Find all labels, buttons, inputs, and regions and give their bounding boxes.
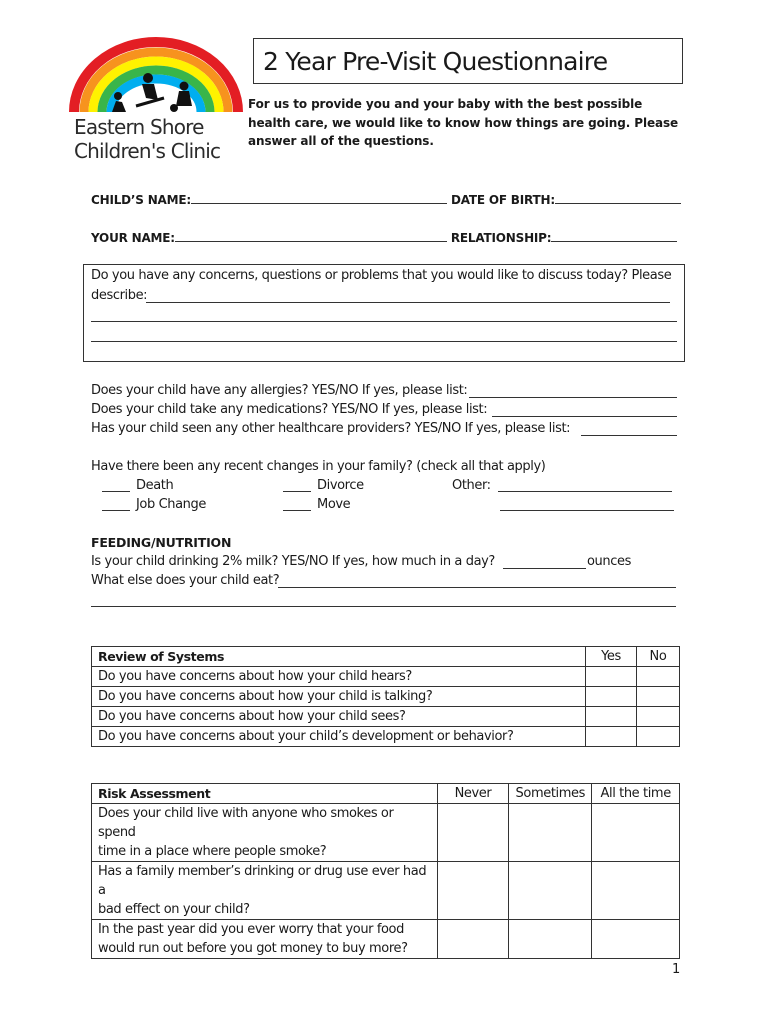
providers-label: Has your child seen any other healthcare providers? YES/NO If yes, please list: — [91, 421, 571, 436]
risk-heading: Risk Assessment — [92, 784, 438, 804]
review-question: Do you have concerns about how your child hears? — [92, 667, 586, 687]
review-yes-header: Yes — [586, 647, 637, 667]
page-number: 1 — [672, 962, 680, 977]
logo-line-2: Children's Clinic — [74, 139, 221, 163]
table-row — [92, 727, 680, 747]
eat-question: What else does your child eat? — [91, 573, 280, 588]
risk-never-cell[interactable] — [437, 920, 509, 959]
relationship-field[interactable] — [551, 229, 677, 242]
allergies-field[interactable] — [469, 397, 677, 398]
review-no-cell[interactable] — [637, 707, 680, 727]
risk-sometimes-cell[interactable] — [509, 804, 592, 862]
risk-all-time-cell[interactable] — [592, 804, 680, 862]
job-change-label: Job Change — [136, 497, 206, 512]
other-field-1[interactable] — [498, 491, 672, 492]
your-name-label: YOUR NAME: — [91, 231, 175, 245]
review-yes-cell[interactable] — [586, 667, 637, 687]
table-row — [92, 784, 680, 804]
clinic-logo — [66, 34, 246, 164]
other-label: Other: — [452, 478, 491, 493]
risk-question-line: Does your child live with anyone who smokes or spend — [98, 806, 394, 840]
child-name-field[interactable] — [191, 191, 447, 204]
review-no-header: No — [637, 647, 680, 667]
table-row — [92, 687, 680, 707]
dob-field[interactable] — [555, 191, 681, 204]
job-change-checkbox[interactable] — [102, 510, 130, 511]
risk-all-time-cell[interactable] — [592, 862, 680, 920]
medications-question — [91, 402, 487, 417]
table-row — [92, 804, 680, 862]
review-no-cell[interactable] — [637, 687, 680, 707]
medications-field[interactable] — [492, 416, 677, 417]
child-name-label: CHILD’S NAME: — [91, 193, 191, 207]
other-field-2[interactable] — [500, 510, 674, 511]
review-yes-cell[interactable] — [586, 687, 637, 707]
risk-never-header: Never — [437, 784, 509, 804]
risk-all-time-cell[interactable] — [592, 920, 680, 959]
dob-label: DATE OF BIRTH: — [450, 193, 555, 207]
title-box — [253, 38, 683, 84]
risk-never-cell[interactable] — [437, 804, 509, 862]
review-no-cell[interactable] — [637, 727, 680, 747]
review-question: Do you have concerns about how your child sees? — [92, 707, 586, 727]
milk-ounces-field[interactable] — [503, 568, 586, 569]
risk-question — [92, 920, 438, 959]
concerns-describe-label: describe: — [91, 288, 148, 303]
table-row — [92, 707, 680, 727]
allergies-label: Does your child have any allergies? YES/NO If yes, please list: — [91, 383, 468, 398]
allergies-question — [91, 383, 467, 398]
table-row — [92, 647, 680, 667]
review-question: Do you have concerns about your child’s development or behavior? — [92, 727, 586, 747]
review-no-cell[interactable] — [637, 667, 680, 687]
risk-question-line: time in a place where people smoke? — [98, 844, 327, 859]
table-row — [92, 667, 680, 687]
logo-line-1: Eastern Shore — [74, 115, 204, 139]
risk-question-line: bad effect on your child? — [98, 902, 250, 917]
your-name-row — [91, 229, 677, 245]
table-row — [92, 920, 680, 959]
providers-field[interactable] — [581, 435, 677, 436]
risk-question-line: In the past year did you ever worry that your food — [98, 922, 404, 937]
intro-text: For us to provide you and your baby with the best possible health care, we would like to know how things are going. Please answer all of the questions. — [248, 97, 679, 148]
risk-never-cell[interactable] — [437, 862, 509, 920]
move-checkbox[interactable] — [283, 510, 311, 511]
risk-sometimes-cell[interactable] — [509, 862, 592, 920]
providers-question — [91, 421, 570, 436]
review-yes-cell[interactable] — [586, 707, 637, 727]
eat-field-1[interactable] — [278, 587, 676, 588]
rainbow-icon — [66, 34, 246, 114]
family-changes-heading: Have there been any recent changes in your family? (check all that apply) — [91, 459, 546, 474]
risk-sometimes-cell[interactable] — [509, 920, 592, 959]
ounces-label: ounces — [587, 554, 631, 569]
child-name-row — [91, 191, 681, 207]
risk-question — [92, 804, 438, 862]
risk-sometimes-header: Sometimes — [509, 784, 592, 804]
risk-question-line: Has a family member’s drinking or drug use ever had a — [98, 864, 427, 898]
eat-field-2[interactable] — [91, 606, 676, 607]
death-label: Death — [136, 478, 174, 493]
concerns-line-2[interactable] — [91, 321, 677, 322]
medications-label: Does your child take any medications? YES/NO If yes, please list: — [91, 402, 488, 417]
concerns-question: Do you have any concerns, questions or problems that you would like to discuss today? Please — [91, 268, 672, 283]
risk-question-line: would run out before you got money to buy more? — [98, 941, 408, 956]
milk-question: Is your child drinking 2% milk? YES/NO If yes, how much in a day? — [91, 554, 495, 569]
table-row — [92, 862, 680, 920]
review-yes-cell[interactable] — [586, 727, 637, 747]
review-question: Do you have concerns about how your child is talking? — [92, 687, 586, 707]
move-label: Move — [317, 497, 351, 512]
concerns-line-3[interactable] — [91, 341, 677, 342]
divorce-checkbox[interactable] — [283, 491, 311, 492]
review-heading: Review of Systems — [92, 647, 586, 667]
concerns-box — [83, 264, 685, 362]
your-name-field[interactable] — [175, 229, 447, 242]
death-checkbox[interactable] — [102, 491, 130, 492]
risk-question — [92, 862, 438, 920]
risk-assessment-table — [91, 783, 680, 959]
feeding-heading: FEEDING/NUTRITION — [91, 535, 232, 550]
divorce-label: Divorce — [317, 478, 364, 493]
risk-all-time-header: All the time — [592, 784, 680, 804]
relationship-label: RELATIONSHIP: — [450, 231, 552, 245]
review-of-systems-table — [91, 646, 680, 747]
page-title: 2 Year Pre-Visit Questionnaire — [263, 47, 608, 76]
concerns-line-1[interactable] — [146, 302, 670, 303]
